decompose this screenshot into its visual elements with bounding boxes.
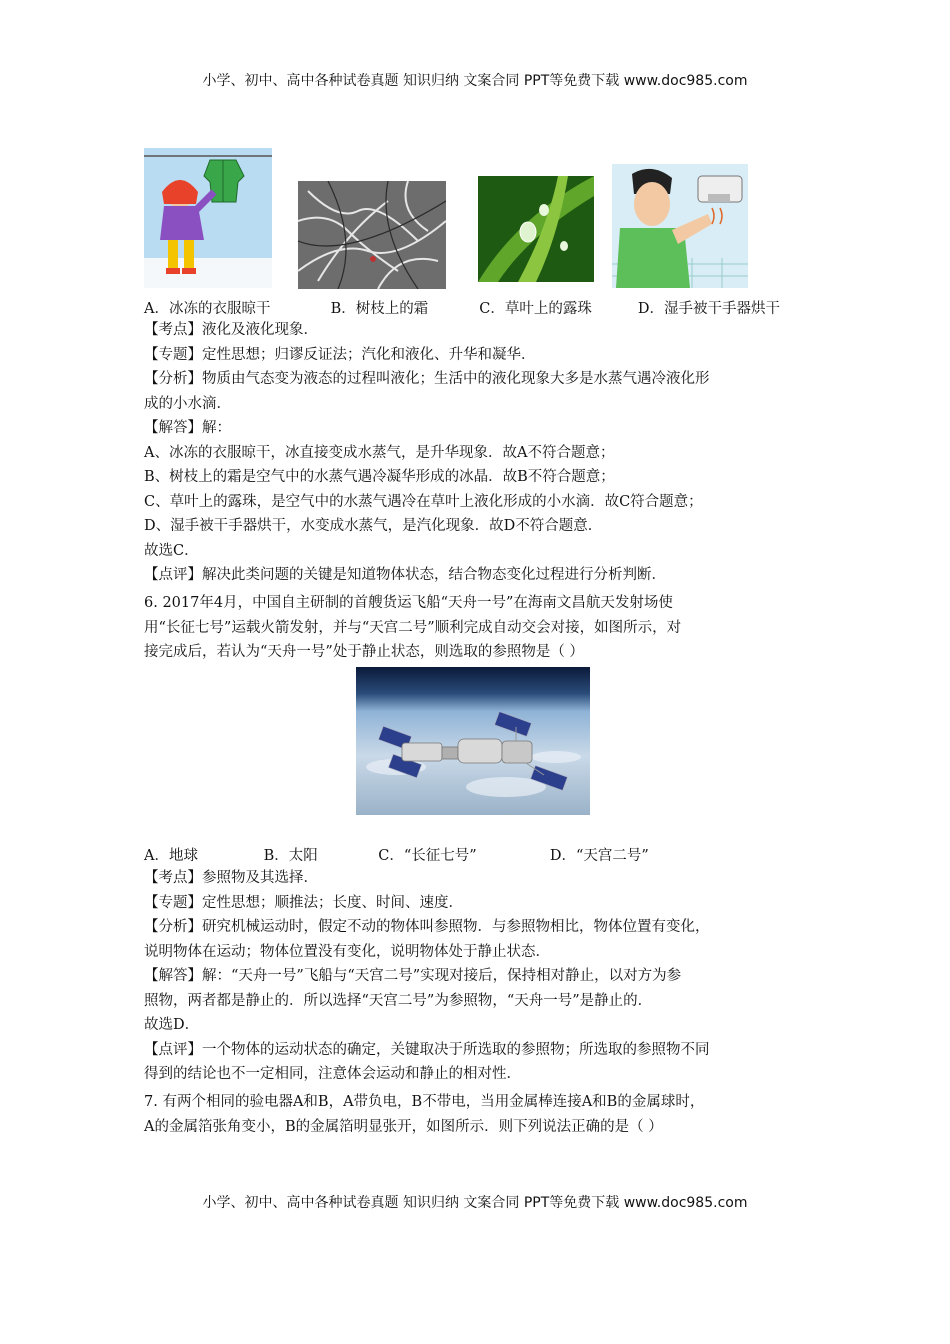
q6-options	[144, 844, 649, 865]
q6-stem	[144, 591, 810, 665]
q5-line-6: A、冰冻的衣服晾干，冰直接变成水蒸气，是升华现象．故A不符合题意；	[144, 444, 615, 461]
q5-line-2: 【专题】定性思想；归谬反证法；汽化和液化、升华和凝华．	[144, 346, 536, 363]
q5-option-a: A．冰冻的衣服晾干	[144, 301, 271, 317]
q7-stem-line-2: A的金属箔张角变小，B的金属箔明显张开，如图所示．则下列说法正确的是（ ）	[144, 1118, 663, 1135]
q6-line-2: 【专题】定性思想；顺推法；长度、时间、速度．	[144, 894, 463, 911]
q6-option-d: D．“天宫二号”	[549, 848, 649, 864]
q6-line-7: 故选D．	[144, 1017, 200, 1033]
q6-line-9: 得到的结论也不一定相同，注意体会运动和静止的相对性．	[144, 1066, 521, 1082]
q6-stem-line-1: 6. 2017年4月，中国自主研制的首艘货运飞船“天舟一号”在海南文昌航天发射场使	[144, 595, 673, 611]
q5-option-c: C．草叶上的露珠	[479, 301, 592, 317]
q5-line-4: 成的小水滴．	[144, 395, 231, 412]
q5-line-7: B、树枝上的霜是空气中的水蒸气遇冷凝华形成的冰晶．故B不符合题意；	[144, 469, 615, 485]
q7-stem-line-1: 7. 有两个相同的验电器A和B，A带负电，B不带电，当用金属棒连接A和B的金属球时，	[144, 1094, 705, 1110]
q5-option-d: D．湿手被干手器烘干	[637, 301, 780, 317]
frost-branches-picture	[298, 181, 446, 289]
q6-stem-line-3: 接完成后，若认为“天舟一号”处于静止状态，则选取的参照物是（ ）	[144, 644, 584, 660]
page-footer: 小学、初中、高中各种试卷真题 知识归纳 文案合同 PPT等免费下载 www.doc985.com	[202, 1195, 748, 1211]
dew-grass-picture	[478, 176, 594, 282]
q6-line-6: 照物，两者都是静止的．所以选择“天宫二号”为参照物，“天舟一号”是静止的．	[144, 992, 653, 1009]
q6-option-c: C．“长征七号”	[378, 848, 477, 864]
q5-option-b: B．树枝上的霜	[330, 301, 429, 317]
q5-line-3: 【分析】物质由气态变为液态的过程叫液化；生活中的液化现象大多是水蒸气遇冷液化形	[144, 371, 710, 387]
q5-line-11: 【点评】解决此类问题的关键是知道物体状态，结合物态变化过程进行分析判断．	[144, 567, 666, 583]
q6-line-3: 【分析】研究机械运动时，假定不动的物体叫参照物．与参照物相比，物体位置有变化，	[144, 919, 710, 935]
frozen-clothes-picture	[144, 148, 272, 288]
space-station-picture	[356, 667, 590, 815]
q6-analysis	[144, 866, 810, 1087]
q5-line-8: C、草叶上的露珠，是空气中的水蒸气遇冷在草叶上液化形成的小水滴．故C符合题意；	[144, 493, 703, 510]
q6-line-8: 【点评】一个物体的运动状态的确定，关键取决于所选取的参照物；所选取的参照物不同	[144, 1041, 710, 1058]
q6-line-4: 说明物体在运动；物体位置没有变化，说明物体处于静止状态．	[144, 943, 550, 960]
q6-stem-line-2: 用“长征七号”运载火箭发射，并与“天宫二号”顺利完成自动交会对接，如图所示，对	[144, 619, 682, 636]
q5-line-9: D、湿手被干手器烘干，水变成水蒸气，是汽化现象．故D不符合题意．	[144, 518, 603, 534]
q6-option-a: A．地球	[144, 848, 198, 864]
q5-options	[144, 297, 780, 318]
q5-line-1: 【考点】液化及液化现象．	[144, 322, 318, 338]
page-header: 小学、初中、高中各种试卷真题 知识归纳 文案合同 PPT等免费下载 www.doc985.com	[202, 73, 748, 89]
q5-line-10: 故选C．	[144, 542, 199, 559]
q5-analysis	[144, 318, 810, 588]
q6-line-1: 【考点】参照物及其选择．	[144, 870, 318, 886]
hand-dryer-picture	[612, 164, 748, 288]
q6-line-5: 【解答】解：“天舟一号”飞船与“天宫二号”实现对接后，保持相对静止，以对方为参	[144, 968, 682, 984]
q5-line-5: 【解答】解：	[144, 420, 231, 436]
q7-stem	[144, 1090, 810, 1139]
q6-option-b: B．太阳	[263, 848, 318, 864]
